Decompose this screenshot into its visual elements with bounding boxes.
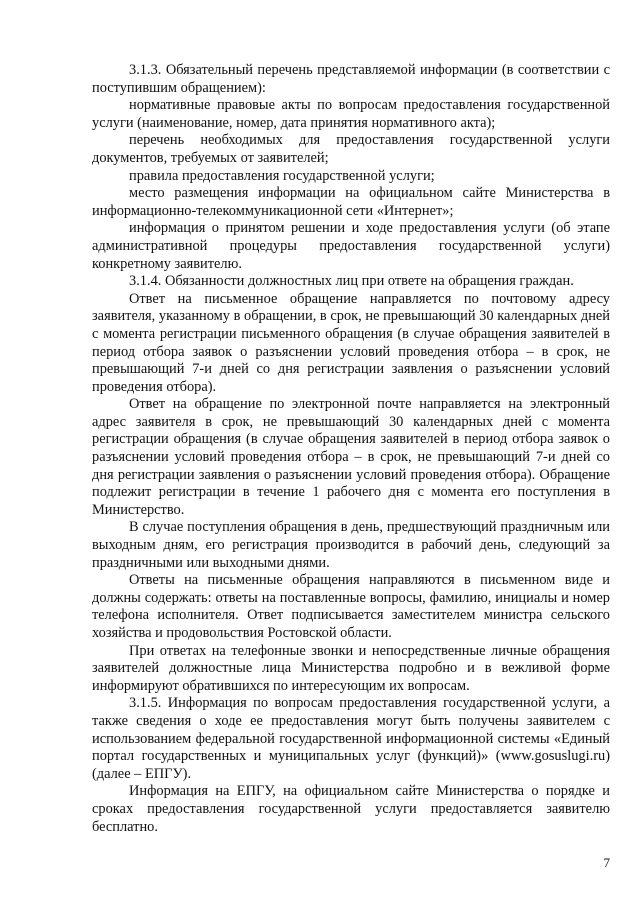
paragraph-3-1-4: 3.1.4. Обязанности должностных лиц при ответе на обращения граждан. — [129, 273, 574, 290]
page-number: 7 — [603, 855, 610, 870]
paragraph-email-reply: Ответ на обращение по электронной почте направляется на электронный адрес заявителя в срок, не превышающий 30 календарных дней с момента регистрации обращения (в случае обращения заявителей в период отбора заявок о разъяснении условий проведения отбора – в срок, не превышающий 7-и дней со дня регистрации заявления о разъяснении условий проведения отбора). Обращение подлежит регистрации в течение 1 рабочего дня с момента его поступления в Министерство. — [92, 396, 610, 518]
paragraph-decision-info: информация о принятом решении и ходе предоставления услуги (об этапе административной процедуры предоставления государственной услуги) конкретному заявителю. — [92, 220, 610, 272]
document-body — [92, 62, 610, 836]
paragraph-written-replies: Ответы на письменные обращения направляются в письменном виде и должны содержать: ответы на поставленные вопросы, фамилию, инициалы и номер телефона исполнителя. Ответ подписывается заместителем министра сельского хозяйства и продовольствия Ростовской области. — [92, 572, 610, 641]
paragraph-phone-replies: При ответах на телефонные звонки и непосредственные личные обращения заявителей должностные лица Министерства подробно и в вежливой форме информируют обратившихся по интересующим их вопросам. — [92, 642, 610, 694]
paragraph-normative-acts: нормативные правовые акты по вопросам предоставления государственной услуги (наименование, номер, дата принятия нормативного акта); — [92, 97, 610, 131]
paragraph-3-1-5: 3.1.5. Информация по вопросам предоставления государственной услуги, а также сведения о ходе ее предоставления могут быть получены заявителем с использованием федеральной государственной информационной системы «Единый портал государственных и муниципальных услуг (функций)» (www.gosuslugi.ru) (далее – ЕПГУ). — [92, 695, 610, 782]
paragraph-epgu-free: Информация на ЕПГУ, на официальном сайте Министерства о порядке и сроках предоставления государственной услуги предоставляется заявителю бесплатно. — [92, 783, 610, 835]
paragraph-postal-reply: Ответ на письменное обращение направляется по почтовому адресу заявителя, указанному в обращении, в срок, не превышающий 30 календарных дней с момента регистрации письменного обращения (в случае обращения заявителей в период отбора заявок о разъяснении условий проведения отбора – в срок, не превышающий 7-и дней со дня регистрации заявления о разъяснении условий проведения отбора). — [92, 290, 610, 395]
paragraph-holiday-registration: В случае поступления обращения в день, предшествующий праздничным или выходным дням, его регистрация производится в рабочий день, следующий за праздничными или выходными днями. — [92, 519, 610, 571]
paragraph-documents-list: перечень необходимых для предоставления государственной услуги документов, требуемых от заявителей; — [92, 132, 610, 166]
paragraph-website-info: место размещения информации на официальном сайте Министерства в информационно-телекоммуникационной сети «Интернет»; — [92, 185, 610, 219]
paragraph-3-1-3: 3.1.3. Обязательный перечень представляемой информации (в соответствии с поступившим обращением): — [92, 62, 610, 96]
paragraph-service-rules: правила предоставления государственной услуги; — [129, 167, 435, 184]
